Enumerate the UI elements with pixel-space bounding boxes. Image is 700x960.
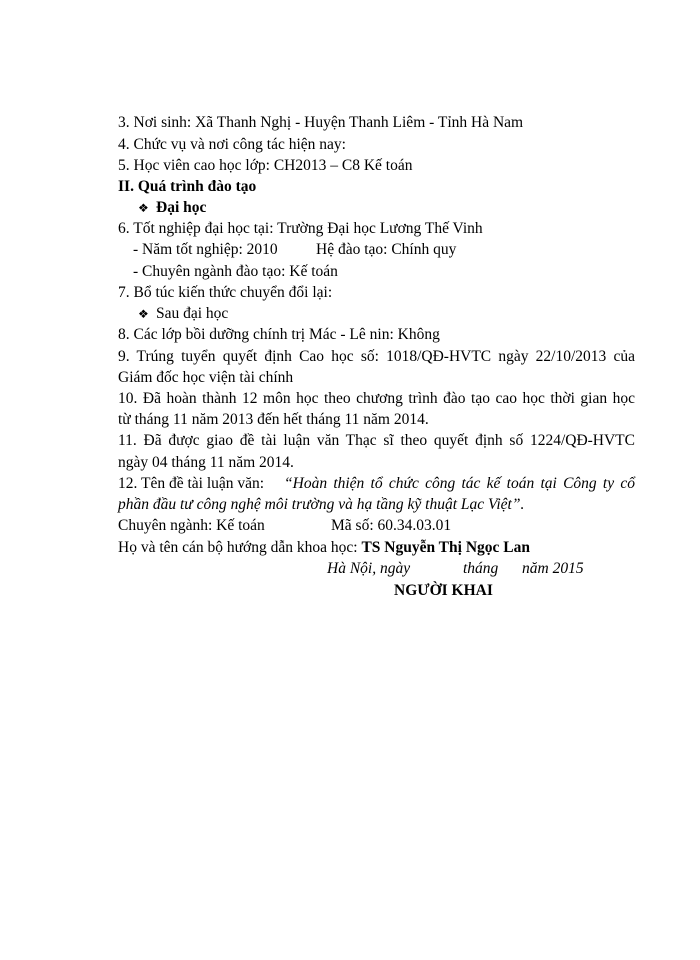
declarant-heading: NGƯỜI KHAI [394,582,493,599]
supervisor-line [118,538,530,558]
class-line: 5. Học viên cao học lớp: CH2013 – C8 Kế toán [118,157,413,174]
date-place: Hà Nội, ngày [327,560,411,577]
political-line: 8. Các lớp bồi dưỡng chính trị Mác - Lê nin: Không [118,326,440,343]
assigned-line-2: ngày 04 tháng 11 năm 2014. [118,454,294,471]
bullet-undergrad [138,198,206,218]
completed-line-1: 10. Đã hoàn thành 12 môn học theo chương trình đào tạo cao học thời gian học [118,390,635,407]
thesis-title-line-2: phần đầu tư công nghệ môi trường và hạ tầng kỹ thuật Lạc Việt”. [118,496,525,513]
postgrad-label: Sau đại học [156,305,229,322]
admission-line-1: 9. Trúng tuyển quyết định Cao học số: 1018/QĐ-HVTC ngày 22/10/2013 của [118,348,635,365]
training-system-line: Hệ đào tạo: Chính quy [316,241,457,258]
assigned-line-1: 11. Đã được giao đề tài luận văn Thạc sĩ theo quyết định số 1224/QĐ-HVTC [118,432,635,449]
undergrad-label: Đại học [156,199,207,216]
diamond-bullet-icon: ❖ [138,201,149,215]
admission-line-2: Giám đốc học viện tài chính [118,369,294,386]
thesis-title-line-1: “Hoàn thiện tổ chức công tác kế toán tại Công ty cổ [284,475,635,492]
date-month: tháng [463,560,499,577]
date-year: năm 2015 [522,560,584,577]
thesis-label: 12. Tên đề tài luận văn: [118,475,265,492]
major-line: - Chuyên ngành đào tạo: Kế toán [133,263,338,280]
completed-line-2: từ tháng 11 năm 2013 đến hết tháng 11 năm 2014. [118,411,429,428]
supplementary-line: 7. Bổ túc kiến thức chuyển đổi lại: [118,284,333,301]
position-line: 4. Chức vụ và nơi công tác hiện nay: [118,136,346,153]
section-training-heading: II. Quá trình đào tạo [118,178,257,195]
grad-year-line: - Năm tốt nghiệp: 2010 [133,241,278,258]
code-line: Mã số: 60.34.03.01 [331,517,452,534]
bullet-postgrad [138,304,228,324]
supervisor-name: TS Nguyễn Thị Ngọc Lan [361,539,530,556]
specialty-line: Chuyên ngành: Kế toán [118,517,265,534]
diamond-bullet-icon: ❖ [138,307,149,321]
supervisor-label: Họ và tên cán bộ hướng dẫn khoa học: [118,539,358,556]
graduated-at-line: 6. Tốt nghiệp đại học tại: Trường Đại học Lương Thế Vinh [118,220,483,237]
birthplace-line: 3. Nơi sinh: Xã Thanh Nghị - Huyện Thanh Liêm - Tỉnh Hà Nam [118,114,524,131]
